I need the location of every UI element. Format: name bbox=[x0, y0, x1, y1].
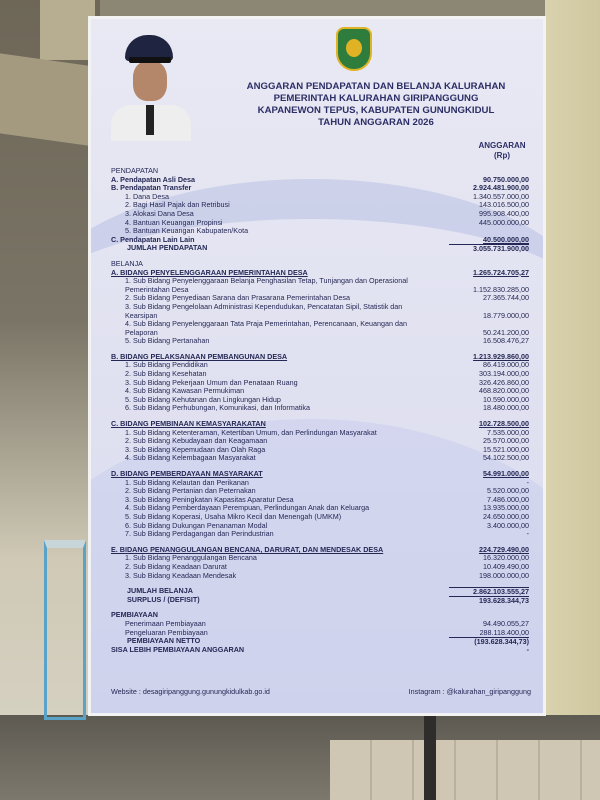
table-row: A. Pendapatan Asli Desa 90.750.000,00 bbox=[111, 174, 529, 184]
table-row: 3. Sub Bidang Kepemudaan dan Olah Raga 15.521.000,00 bbox=[125, 444, 529, 454]
netto-row: PEMBIAYAAN NETTO (193.628.344,73) bbox=[127, 636, 529, 647]
table-row: B. Pendapatan Transfer 2.924.481.900,00 bbox=[111, 183, 529, 193]
budget-table bbox=[111, 167, 529, 654]
table-row: 4. Sub Bidang Kelembagaan Masyarakat 54.102.500,00 bbox=[125, 453, 529, 463]
title-line: ANGGARAN PENDAPATAN DAN BELANJA KALURAHAN bbox=[246, 81, 506, 92]
roof-beam bbox=[40, 0, 95, 60]
instagram-text: Instagram : @kalurahan_giripanggung bbox=[408, 687, 531, 696]
total-row: JUMLAH BELANJA 2.862.103.555,27 bbox=[127, 586, 529, 597]
regency-emblem-icon bbox=[336, 27, 372, 71]
official-portrait bbox=[109, 29, 191, 139]
table-row: 3. Sub Bidang Pengelolaan Administrasi Kependudukan, Pencatatan Sipil, Statistik dan Kearsipan 18.779.000,00 bbox=[125, 301, 529, 320]
title-line: KAPANEWON TEPUS, KABUPATEN GUNUNGKIDUL bbox=[257, 105, 495, 116]
table-row: 7. Sub Bidang Perdagangan dan Perindustrian - bbox=[125, 529, 529, 539]
bidang-row: A. BIDANG PENYELENGGARAAN PEMERINTAHAN DESA 1.265.724.705,27 bbox=[111, 267, 529, 277]
bidang-row: B. BIDANG PELAKSANAAN PEMBANGUNAN DESA 1.213.929.860,00 bbox=[111, 351, 529, 361]
bidang-row: C. BIDANG PEMBINAAN KEMASYARAKATAN 102.728.500,00 bbox=[111, 419, 529, 429]
section-heading: PEMBIAYAAN bbox=[111, 610, 158, 620]
table-row: 1. Dana Desa 1.340.557.000,00 bbox=[125, 191, 529, 201]
table-row: 6. Sub Bidang Dukungan Penanaman Modal 3.400.000,00 bbox=[125, 520, 529, 530]
section-heading: PENDAPATAN bbox=[111, 166, 159, 175]
table-row: 3. Sub Bidang Pekerjaan Umum dan Penataan Ruang 326.426.860,00 bbox=[125, 377, 529, 387]
table-row: 1. Sub Bidang Penyelenggaraan Belanja Penghasilan Tetap, Tunjangan dan Operasional Pemerintahan Desa 1.152.830.285,00 bbox=[125, 276, 529, 294]
table-row: Penerimaan Pembiayaan 94.490.055,27 bbox=[125, 618, 529, 628]
table-row: C. Pendapatan Lain Lain 40.500.000,00 bbox=[111, 234, 529, 244]
sisa-row: SISA LEBIH PEMBIAYAAN ANGGARAN - bbox=[111, 644, 529, 654]
website-text: Website : desagiripanggung.gunungkidulkab.go.id bbox=[111, 687, 270, 696]
budget-banner bbox=[88, 16, 546, 716]
banner-pole bbox=[424, 712, 436, 800]
section-heading: BELANJA bbox=[111, 258, 143, 268]
table-row: 3. Sub Bidang Keadaan Mendesak 198.000.000,00 bbox=[125, 570, 529, 580]
table-row: 4. Bantuan Keuangan Propinsi 445.000.000,00 bbox=[125, 217, 529, 227]
banner-title bbox=[211, 81, 541, 129]
table-row: 5. Sub Bidang Pertanahan 16.508.476,27 bbox=[125, 336, 529, 346]
table-row: 2. Sub Bidang Kebudayaan dan Keagamaan 25.570.000,00 bbox=[125, 436, 529, 446]
table-row: 6. Sub Bidang Perhubungan, Komunikasi, dan Informatika 18.480.000,00 bbox=[125, 403, 529, 413]
title-line: TAHUN ANGGARAN 2026 bbox=[318, 117, 434, 128]
table-row: 5. Bantuan Keuangan Kabupaten/Kota bbox=[125, 226, 249, 236]
table-row: 2. Bagi Hasil Pajak dan Retribusi 143.016.500,00 bbox=[125, 200, 529, 210]
column-label: ANGGARAN bbox=[478, 141, 526, 150]
roof-ledge bbox=[0, 53, 95, 146]
column-unit: (Rp) bbox=[494, 151, 510, 160]
table-row: Pengeluaran Pembiayaan 288.118.400,00 bbox=[125, 627, 529, 637]
table-row: 2. Sub Bidang Pertanian dan Peternakan 5.520.000,00 bbox=[125, 486, 529, 496]
table-row: 5. Sub Bidang Koperasi, Usaha Mikro Kecil dan Menengah (UMKM) 24.650.000,00 bbox=[125, 511, 529, 521]
table-row: 4. Sub Bidang Pemberdayaan Perempuan, Perlindungan Anak dan Keluarga 13.935.000,00 bbox=[125, 503, 529, 513]
table-row: 2. Sub Bidang Kesehatan 303.194.000,00 bbox=[125, 369, 529, 379]
floor-tiles bbox=[330, 740, 600, 800]
surplus-row: SURPLUS / (DEFISIT) 193.628.344,73 bbox=[127, 594, 529, 605]
title-line: PEMERINTAH KALURAHAN GIRIPANGGUNG bbox=[273, 93, 479, 104]
table-row: 2. Sub Bidang Keadaan Darurat 10.409.490,00 bbox=[125, 561, 529, 571]
table-row: 3. Alokasi Dana Desa 995.908.400,00 bbox=[125, 208, 529, 218]
table-row: 4. Sub Bidang Penyelenggaraan Tata Praja Pemerintahan, Perencanaan, Keuangan dan Pelaporan 50.241.200,00 bbox=[125, 319, 529, 337]
table-row: 1. Sub Bidang Ketenteraman, Ketertiban Umum, dan Perlindungan Masyarakat 7.535.000,00 bbox=[125, 427, 529, 437]
table-row: 1. Sub Bidang Kelautan dan Perikanan - bbox=[125, 477, 529, 487]
bidang-row: D. BIDANG PEMBERDAYAAN MASYARAKAT 54.991.000,00 bbox=[111, 469, 529, 478]
building-wall-right bbox=[545, 0, 600, 720]
table-row: 1. Sub Bidang Pendidikan 86.419.000,00 bbox=[125, 360, 529, 370]
blue-bench bbox=[44, 540, 86, 720]
table-row: 4. Sub Bidang Kawasan Permukiman 468.820.000,00 bbox=[125, 386, 529, 396]
table-row: 5. Sub Bidang Kehutanan dan Lingkungan Hidup 10.590.000,00 bbox=[125, 394, 529, 404]
bidang-row: E. BIDANG PENANGGULANGAN BENCANA, DARURAT, DAN MENDESAK DESA 224.729.490,00 bbox=[111, 544, 529, 554]
column-header bbox=[471, 141, 533, 161]
table-row: 2. Sub Bidang Penyediaan Sarana dan Prasarana Pemerintahan Desa 27.365.744,00 bbox=[125, 293, 529, 303]
total-row: JUMLAH PENDAPATAN 3.055.731.900,00 bbox=[127, 243, 529, 254]
table-row: 1. Sub Bidang Penanggulangan Bencana 16.320.000,00 bbox=[125, 553, 529, 563]
table-row: 3. Sub Bidang Peningkatan Kapasitas Aparatur Desa 7.486.000,00 bbox=[125, 494, 529, 504]
